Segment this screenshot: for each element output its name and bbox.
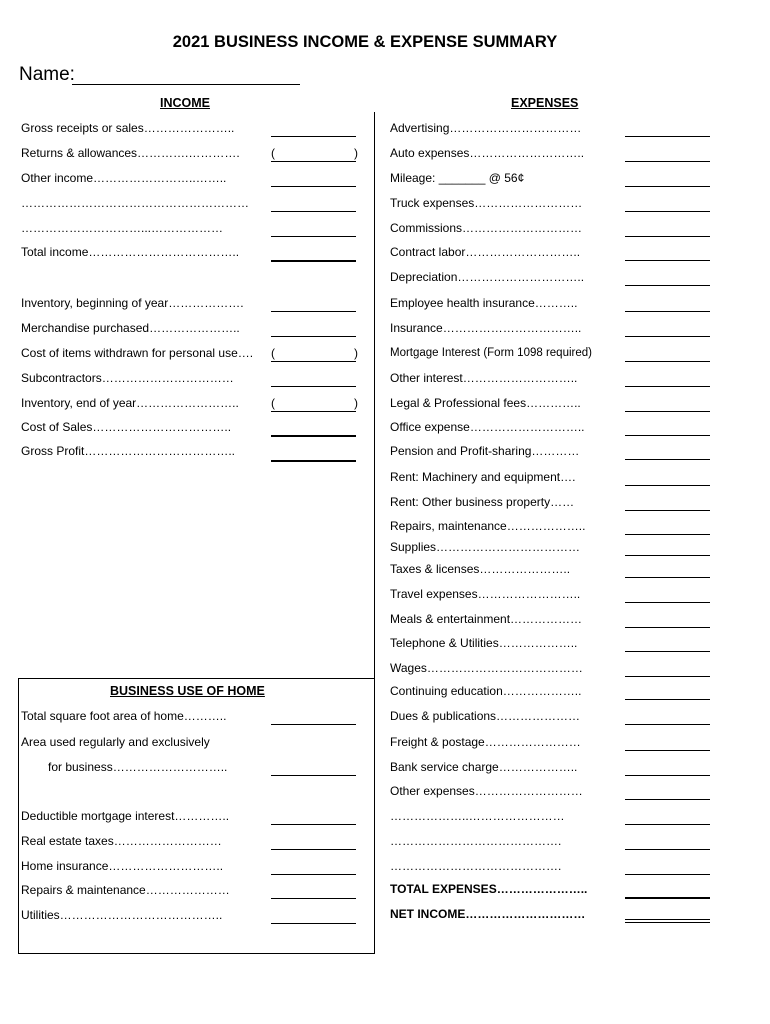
home-area-field[interactable] bbox=[271, 724, 356, 725]
repairs-maintenance-label: Repairs, maintenance……………….. bbox=[390, 519, 586, 533]
real-estate-taxes-label: Real estate taxes……………………… bbox=[21, 834, 222, 848]
meals-entertainment-field[interactable] bbox=[625, 627, 710, 628]
gross-profit-field[interactable] bbox=[271, 460, 356, 462]
commissions-field[interactable] bbox=[625, 236, 710, 237]
total-income-label: Total income……………………………….. bbox=[21, 245, 240, 259]
utilities-field[interactable] bbox=[271, 923, 356, 924]
home-insurance-label: Home insurance……………………….. bbox=[21, 859, 224, 873]
insurance-field[interactable] bbox=[625, 336, 710, 337]
auto-expenses-field[interactable] bbox=[625, 161, 710, 162]
total-expenses-label: TOTAL EXPENSES………………….. bbox=[390, 882, 588, 896]
other-expenses-label: Other expenses……………………… bbox=[390, 784, 583, 798]
blank-expense-1-field[interactable] bbox=[625, 824, 710, 825]
gross-profit-label: Gross Profit……………………………….. bbox=[21, 444, 236, 458]
pension-profit-sharing-label: Pension and Profit-sharing………… bbox=[390, 444, 580, 458]
blank-expense-2-field[interactable] bbox=[625, 849, 710, 850]
auto-expenses-label: Auto expenses……………………….. bbox=[390, 146, 585, 160]
mortgage-interest-field[interactable] bbox=[625, 361, 710, 362]
blank-income-label: …………………………...……………… bbox=[21, 221, 224, 235]
telephone-utilities-field[interactable] bbox=[625, 651, 710, 652]
merchandise-label: Merchandise purchased………………….. bbox=[21, 321, 240, 335]
other-expenses-field[interactable] bbox=[625, 799, 710, 800]
supplies-field[interactable] bbox=[625, 555, 710, 556]
truck-expenses-label: Truck expenses……………………… bbox=[390, 196, 583, 210]
other-interest-field[interactable] bbox=[625, 386, 710, 387]
inventory-begin-label: Inventory, beginning of year………………. bbox=[21, 296, 244, 310]
contract-labor-field[interactable] bbox=[625, 260, 710, 261]
taxes-licenses-label: Taxes & licenses………………….. bbox=[390, 562, 571, 576]
pension-profit-sharing-field[interactable] bbox=[625, 459, 710, 460]
rent-machinery-field[interactable] bbox=[625, 485, 710, 486]
other-interest-label: Other interest……………………….. bbox=[390, 371, 578, 385]
merchandise-field[interactable] bbox=[271, 336, 356, 337]
depreciation-label: Depreciation………………………….. bbox=[390, 270, 585, 284]
close-paren: ) bbox=[354, 146, 358, 160]
other-income-field[interactable] bbox=[271, 186, 356, 187]
open-paren: ( bbox=[271, 146, 275, 160]
returns-field[interactable] bbox=[271, 161, 356, 162]
returns-label: Returns & allowances………….…………. bbox=[21, 146, 240, 160]
wages-label: Wages………………………………… bbox=[390, 661, 583, 675]
inventory-end-field[interactable] bbox=[271, 411, 356, 412]
travel-expenses-label: Travel expenses…………………….. bbox=[390, 587, 581, 601]
name-label: Name: bbox=[19, 64, 75, 85]
home-area-label: Total square foot area of home……….. bbox=[21, 709, 227, 723]
rent-machinery-label: Rent: Machinery and equipment…. bbox=[390, 470, 576, 484]
area-used-label: Area used regularly and exclusively bbox=[21, 735, 210, 749]
net-income-field[interactable] bbox=[625, 919, 710, 923]
employee-health-insurance-field[interactable] bbox=[625, 311, 710, 312]
blank-expense-1-label: ………………..…………………… bbox=[390, 809, 565, 823]
form-title: 2021 BUSINESS INCOME & EXPENSE SUMMARY bbox=[172, 33, 558, 51]
blank-income-label: ………………………………………………… bbox=[21, 196, 249, 210]
cost-of-sales-field[interactable] bbox=[271, 435, 356, 437]
blank-expense-3-label: ……………………………………. bbox=[390, 859, 562, 873]
open-paren: ( bbox=[271, 396, 275, 410]
inventory-end-label: Inventory, end of year…………………….. bbox=[21, 396, 239, 410]
business-area-field[interactable] bbox=[271, 775, 356, 776]
supplies-label: Supplies……………………………… bbox=[390, 540, 581, 554]
total-expenses-field[interactable] bbox=[625, 897, 710, 899]
rent-other-property-label: Rent: Other business property…… bbox=[390, 495, 575, 509]
home-insurance-field[interactable] bbox=[271, 874, 356, 875]
office-expense-label: Office expense……………………….. bbox=[390, 420, 585, 434]
blank-expense-2-label: ……………………………………. bbox=[390, 834, 562, 848]
column-divider bbox=[374, 112, 375, 954]
blank-expense-3-field[interactable] bbox=[625, 874, 710, 875]
close-paren: ) bbox=[354, 346, 358, 360]
wages-field[interactable] bbox=[625, 676, 710, 677]
continuing-education-label: Continuing education……………….. bbox=[390, 684, 582, 698]
advertising-label: Advertising…………………………… bbox=[390, 121, 582, 135]
travel-expenses-field[interactable] bbox=[625, 602, 710, 603]
commissions-label: Commissions………………………… bbox=[390, 221, 583, 235]
meals-entertainment-label: Meals & entertainment……………… bbox=[390, 612, 583, 626]
insurance-label: Insurance…………………………….. bbox=[390, 321, 582, 335]
truck-expenses-field[interactable] bbox=[625, 211, 710, 212]
gross-receipts-field[interactable] bbox=[271, 136, 356, 137]
mileage-label: Mileage: _______ @ 56¢ bbox=[390, 171, 525, 185]
withdrawn-field[interactable] bbox=[271, 361, 356, 362]
dues-publications-label: Dues & publications………………… bbox=[390, 709, 581, 723]
close-paren: ) bbox=[354, 396, 358, 410]
freight-postage-label: Freight & postage…………………… bbox=[390, 735, 581, 749]
rent-other-property-field[interactable] bbox=[625, 510, 710, 511]
dues-publications-field[interactable] bbox=[625, 724, 710, 725]
mortgage-interest-field[interactable] bbox=[271, 824, 356, 825]
blank-income-field[interactable] bbox=[271, 236, 356, 237]
advertising-field[interactable] bbox=[625, 136, 710, 137]
repairs-field[interactable] bbox=[271, 898, 356, 899]
mortgage-interest-label: Mortgage Interest (Form 1098 required) bbox=[390, 347, 592, 359]
depreciation-field[interactable] bbox=[625, 285, 710, 286]
name-field[interactable] bbox=[72, 84, 300, 85]
other-income-label: Other income……………………..…….. bbox=[21, 171, 227, 185]
continuing-education-field[interactable] bbox=[625, 699, 710, 700]
bank-service-charge-label: Bank service charge……………….. bbox=[390, 760, 578, 774]
freight-postage-field[interactable] bbox=[625, 750, 710, 751]
repairs-label: Repairs & maintenance………………… bbox=[21, 883, 230, 897]
net-income-label: NET INCOME………………………… bbox=[390, 907, 586, 921]
telephone-utilities-label: Telephone & Utilities……………….. bbox=[390, 636, 578, 650]
utilities-label: Utilities………………………………….. bbox=[21, 908, 223, 922]
total-income-field[interactable] bbox=[271, 260, 356, 262]
repairs-maintenance-field[interactable] bbox=[625, 534, 710, 535]
contract-labor-label: Contract labor……………………….. bbox=[390, 245, 581, 259]
subcontractors-label: Subcontractors…………………………… bbox=[21, 371, 234, 385]
inventory-begin-field[interactable] bbox=[271, 311, 356, 312]
legal-professional-fees-field[interactable] bbox=[625, 411, 710, 412]
for-business-label: for business……………………….. bbox=[48, 760, 228, 774]
income-header: INCOME bbox=[160, 96, 210, 110]
subcontractors-field[interactable] bbox=[271, 386, 356, 387]
cost-of-sales-label: Cost of Sales…………………………….. bbox=[21, 420, 232, 434]
office-expense-field[interactable] bbox=[625, 435, 710, 436]
blank-income-field[interactable] bbox=[271, 211, 356, 212]
mileage-field[interactable] bbox=[625, 186, 710, 187]
withdrawn-label: Cost of items withdrawn for personal use…. bbox=[21, 346, 254, 360]
real-estate-taxes-field[interactable] bbox=[271, 849, 356, 850]
taxes-licenses-field[interactable] bbox=[625, 577, 710, 578]
open-paren: ( bbox=[271, 346, 275, 360]
bank-service-charge-field[interactable] bbox=[625, 775, 710, 776]
employee-health-insurance-label: Employee health insurance……….. bbox=[390, 296, 578, 310]
home-header: BUSINESS USE OF HOME bbox=[110, 684, 265, 698]
legal-professional-fees-label: Legal & Professional fees………….. bbox=[390, 396, 581, 410]
expenses-header: EXPENSES bbox=[511, 96, 579, 110]
gross-receipts-label: Gross receipts or sales………………….. bbox=[21, 121, 235, 135]
mortgage-interest-label: Deductible mortgage interest………….. bbox=[21, 809, 230, 823]
